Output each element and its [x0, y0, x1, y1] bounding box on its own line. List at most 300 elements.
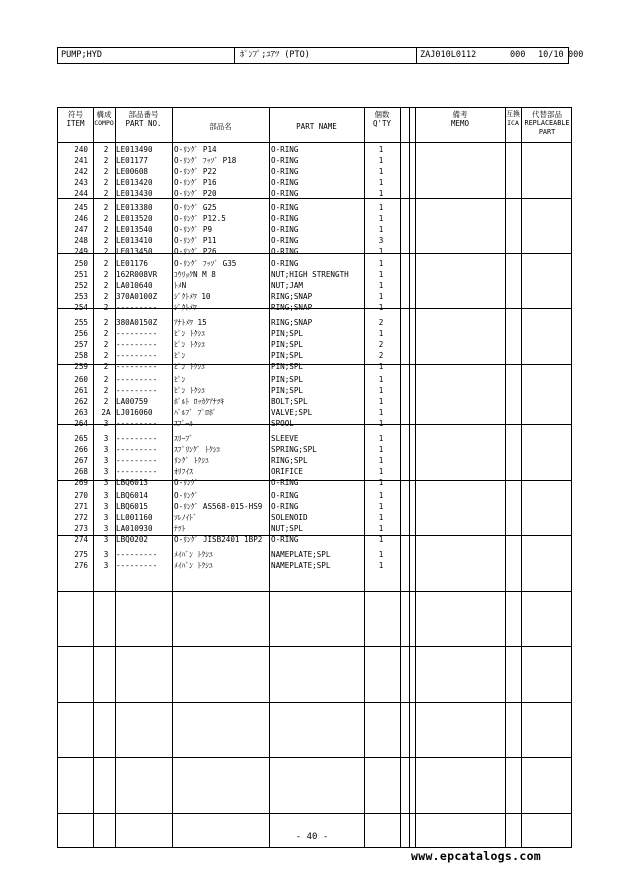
item-number: 269 — [74, 477, 88, 487]
part-number: --------- — [116, 419, 158, 429]
part-name-jp: ﾋﾟﾝ ﾄｸｼﾕ — [174, 339, 206, 349]
part-name-en: PIN;SPL — [271, 375, 304, 384]
group-divider — [58, 702, 571, 703]
part-number: --------- — [116, 455, 158, 465]
part-number: LA00759 — [116, 397, 149, 407]
component-level: 2 — [103, 292, 109, 302]
quantity: 1 — [378, 189, 384, 199]
part-number: LBQ6013 — [116, 477, 149, 487]
item-number: 271 — [74, 502, 88, 512]
part-name-jp: O-ﾘﾝｸﾞ P11 — [174, 235, 217, 245]
part-name-en: RING;SNAP — [271, 303, 313, 313]
table-row — [58, 455, 573, 466]
col-header-qty — [364, 110, 400, 128]
quantity: 1 — [378, 408, 384, 418]
component-level: 3 — [103, 491, 109, 500]
parts-table — [57, 107, 572, 848]
item-number: 268 — [74, 466, 88, 476]
part-name-en: O-RING — [271, 167, 299, 177]
col-header-repl-en2: PART — [538, 128, 556, 136]
header-tail: 000 — [568, 50, 584, 60]
part-name-en: SPOOL — [271, 419, 294, 429]
part-name-jp: O-ﾘﾝｸﾞ P9 — [174, 224, 213, 234]
quantity: 1 — [378, 419, 384, 429]
part-name-en: NAMEPLATE;SPL — [271, 560, 331, 570]
item-number: 274 — [74, 535, 88, 545]
part-name-jp: ｺｳﾘｮｸN M 8 — [174, 270, 216, 280]
table-row — [58, 523, 573, 534]
quantity: 1 — [378, 361, 384, 371]
col-header-name-en: PART NAME — [296, 122, 337, 131]
component-level: 2 — [103, 145, 109, 154]
quantity: 1 — [378, 281, 384, 291]
part-name-jp: ﾄﾒN — [174, 281, 187, 291]
col-header-comp-jp: 構成 — [96, 110, 112, 119]
part-number: LL001160 — [116, 513, 153, 523]
item-number: 261 — [74, 386, 88, 396]
table-row — [58, 490, 573, 501]
table-row — [58, 317, 573, 328]
part-name-en: PIN;SPL — [271, 386, 304, 396]
table-row — [58, 396, 573, 407]
component-level: 3 — [103, 444, 109, 454]
component-level: 3 — [103, 433, 109, 443]
quantity: 2 — [378, 339, 384, 349]
part-number: 162R008VR — [116, 270, 158, 280]
table-row — [58, 477, 573, 488]
part-name-en: RING;SNAP — [271, 292, 313, 302]
part-name-en: O-RING — [271, 145, 299, 154]
header-divider — [234, 48, 235, 63]
table-row — [58, 407, 573, 418]
part-name-jp: ﾋﾟﾝ ﾄｸｼﾕ — [174, 328, 206, 338]
quantity: 1 — [378, 246, 384, 256]
part-number: LJ016060 — [116, 408, 153, 418]
part-name-en: NUT;JAM — [271, 281, 304, 291]
item-number: 273 — [74, 524, 88, 534]
table-row — [58, 155, 573, 166]
component-level: 2 — [103, 350, 109, 360]
component-level: 3 — [103, 466, 109, 476]
part-number: --------- — [116, 328, 158, 338]
component-level: 2 — [103, 224, 109, 234]
table-row — [58, 549, 573, 560]
part-name-en: O-RING — [271, 502, 299, 512]
part-name-jp: ﾅﾂﾄ — [174, 524, 186, 534]
group-divider — [58, 646, 571, 647]
item-number: 253 — [74, 292, 88, 302]
part-name-en: O-RING — [271, 224, 299, 234]
item-number: 254 — [74, 303, 88, 313]
table-row — [58, 291, 573, 302]
part-number: LE013410 — [116, 235, 153, 245]
item-number: 256 — [74, 328, 88, 338]
part-number: LE013490 — [116, 145, 153, 154]
part-name-en: O-RING — [271, 178, 299, 188]
part-name-jp: ﾒｲﾊﾞﾝ ﾄｸｼﾕ — [174, 549, 213, 559]
quantity: 1 — [378, 560, 384, 570]
part-number: --------- — [116, 350, 158, 360]
part-name-jp: ﾋﾟﾝ — [174, 375, 186, 384]
part-number: --------- — [116, 339, 158, 349]
quantity: 1 — [378, 270, 384, 280]
table-row — [58, 339, 573, 350]
part-name-jp: O-ﾘﾝｸﾞ — [174, 477, 199, 487]
part-number: LE013450 — [116, 246, 153, 256]
part-name-jp: O-ﾘﾝｸﾞ JISB2401 1BP2 — [174, 535, 263, 545]
table-row — [58, 177, 573, 188]
table-row — [58, 258, 573, 269]
part-name-en: O-RING — [271, 491, 299, 500]
part-number: LBQ6015 — [116, 502, 149, 512]
col-header-name-jp: 部品名 — [209, 122, 232, 131]
header-part-name: PUMP;HYD — [61, 50, 102, 60]
part-name-en: O-RING — [271, 535, 299, 545]
part-name-jp: O-ﾘﾝｸﾞ P26 — [174, 246, 217, 256]
quantity: 1 — [378, 502, 384, 512]
component-level: 2 — [103, 303, 109, 313]
quantity: 3 — [378, 235, 384, 245]
table-row — [58, 350, 573, 361]
part-name-en: PIN;SPL — [271, 328, 304, 338]
header-code: ZAJ010L0112 — [420, 50, 477, 60]
header-divider — [416, 48, 417, 63]
group-divider — [58, 757, 571, 758]
part-name-en: O-RING — [271, 213, 299, 223]
component-level: 2 — [103, 375, 109, 384]
component-level: 2 — [103, 328, 109, 338]
col-header-part-no-en: PART NO. — [125, 119, 162, 128]
quantity: 1 — [378, 178, 384, 188]
table-row — [58, 385, 573, 396]
quantity: 1 — [378, 477, 384, 487]
group-divider — [58, 591, 571, 592]
part-number: LE01176 — [116, 259, 149, 268]
table-row — [58, 374, 573, 385]
col-header-item-jp: 符号 — [68, 110, 83, 119]
group-divider — [58, 813, 571, 814]
quantity: 1 — [378, 213, 384, 223]
part-name-jp: ﾋﾟﾝ ﾄｸｼﾕ — [174, 361, 206, 371]
part-name-jp: ｽﾘｰﾌﾞ — [174, 433, 193, 443]
table-row — [58, 202, 573, 213]
part-number: LE013380 — [116, 202, 153, 212]
part-name-jp: ｵﾘﾌｲｽ — [174, 466, 193, 476]
part-name-jp: ｼﾞｸﾄﾒﾜ — [174, 303, 197, 313]
item-number: 264 — [74, 419, 88, 429]
part-name-jp: ﾎﾞﾙﾄ ﾛｯｶｸｱﾅﾂｷ — [174, 397, 225, 407]
component-level: 2 — [103, 270, 109, 280]
item-number: 246 — [74, 213, 88, 223]
part-number: LA010640 — [116, 281, 153, 291]
quantity: 1 — [378, 259, 384, 268]
part-number: --------- — [116, 386, 158, 396]
quantity: 1 — [378, 513, 384, 523]
quantity: 1 — [378, 303, 384, 313]
header-underline — [58, 142, 571, 143]
component-level: 3 — [103, 549, 109, 559]
component-level: 2 — [103, 189, 109, 199]
part-name-jp: ｱﾅﾄﾒﾜ 15 — [174, 317, 207, 327]
part-name-jp: ﾋﾟﾝ ﾄｸｼﾕ — [174, 386, 206, 396]
item-number: 260 — [74, 375, 88, 384]
component-level: 2 — [103, 317, 109, 327]
component-level: 2 — [103, 202, 109, 212]
part-number: LBQ6014 — [116, 491, 149, 500]
part-name-en: O-RING — [271, 246, 299, 256]
header-sub: 000 — [510, 50, 526, 60]
header-part-name-jp: ﾎﾟﾝﾌﾟ;ﾕｱﾂ (PTO) — [240, 50, 310, 60]
table-row — [58, 235, 573, 246]
part-name-en: BOLT;SPL — [271, 397, 308, 407]
header-page-fraction: 10/10 — [538, 50, 564, 60]
item-number: 244 — [74, 189, 88, 199]
item-number: 255 — [74, 317, 88, 327]
part-number: --------- — [116, 361, 158, 371]
item-number: 257 — [74, 339, 88, 349]
component-level: 2 — [103, 361, 109, 371]
col-header-ica — [505, 110, 521, 128]
table-row — [58, 213, 573, 224]
col-header-memo-jp: 備考 — [452, 110, 468, 119]
quantity: 1 — [378, 145, 384, 154]
part-number: LE01177 — [116, 156, 149, 166]
table-row — [58, 433, 573, 444]
table-row — [58, 466, 573, 477]
quantity: 1 — [378, 386, 384, 396]
quantity: 1 — [378, 549, 384, 559]
item-number: 265 — [74, 433, 88, 443]
quantity: 1 — [378, 455, 384, 465]
component-level: 2A — [101, 408, 111, 418]
col-header-part-no-jp: 部品番号 — [128, 110, 159, 119]
part-name-en: NUT;SPL — [271, 524, 304, 534]
part-name-en: O-RING — [271, 202, 299, 212]
table-row — [58, 302, 573, 313]
part-name-en: RING;SNAP — [271, 317, 313, 327]
component-level: 2 — [103, 259, 109, 268]
part-name-jp: O-ﾘﾝｸﾞ P12.5 — [174, 213, 226, 223]
table-row — [58, 512, 573, 523]
item-number: 270 — [74, 491, 88, 500]
item-number: 276 — [74, 560, 88, 570]
part-name-jp: ﾊﾞﾙﾌﾞ ﾌﾟﾛﾎﾟ — [174, 408, 217, 418]
part-number: --------- — [116, 444, 158, 454]
component-level: 2 — [103, 235, 109, 245]
quantity: 1 — [378, 466, 384, 476]
part-name-jp: O-ﾘﾝｸﾞ ﾌｯｿﾞ G35 — [174, 259, 237, 268]
item-number: 249 — [74, 246, 88, 256]
part-name-jp: O-ﾘﾝｸﾞ ﾌｯｿﾞ P18 — [174, 156, 237, 166]
table-row — [58, 188, 573, 199]
component-level: 3 — [103, 513, 109, 523]
part-name-en: O-RING — [271, 259, 299, 268]
col-header-comp-en: COMPO — [94, 119, 114, 127]
part-name-jp: ｽﾌﾟｰﾙ — [174, 419, 193, 429]
table-row — [58, 560, 573, 571]
component-level: 2 — [103, 213, 109, 223]
part-name-jp: O-ﾘﾝｸﾞ P22 — [174, 167, 217, 177]
table-row — [58, 224, 573, 235]
table-row — [58, 361, 573, 372]
part-name-jp: ｽﾌﾟﾘﾝｸﾞ ﾄｸｼﾕ — [174, 444, 221, 454]
component-level: 3 — [103, 419, 109, 429]
col-header-replaceable — [521, 110, 573, 137]
part-number: LE013430 — [116, 189, 153, 199]
part-name-en: O-RING — [271, 477, 299, 487]
part-name-en: NUT;HIGH STRENGTH — [271, 270, 349, 280]
component-level: 3 — [103, 535, 109, 545]
component-level: 2 — [103, 167, 109, 177]
item-number: 242 — [74, 167, 88, 177]
item-number: 251 — [74, 270, 88, 280]
table-row — [58, 246, 573, 257]
part-number: LA010930 — [116, 524, 153, 534]
component-level: 2 — [103, 156, 109, 166]
part-number: 380A0150Z — [116, 317, 158, 327]
part-name-en: O-RING — [271, 189, 299, 199]
component-level: 2 — [103, 397, 109, 407]
col-header-item — [58, 110, 93, 128]
component-level: 3 — [103, 502, 109, 512]
part-name-jp: O-ﾘﾝｸﾞ P20 — [174, 189, 217, 199]
quantity: 1 — [378, 491, 384, 500]
col-header-qty-en: Q'TY — [372, 119, 392, 128]
table-row — [58, 166, 573, 177]
col-header-part-no — [115, 110, 172, 128]
table-row — [58, 328, 573, 339]
part-name-en: PIN;SPL — [271, 339, 304, 349]
watermark-url: www.epcatalogs.com — [411, 849, 542, 863]
part-name-en: RING;SPL — [271, 455, 308, 465]
col-header-ica-en: ICA — [507, 119, 519, 127]
quantity: 1 — [378, 444, 384, 454]
part-number: LE013520 — [116, 213, 153, 223]
quantity: 1 — [378, 292, 384, 302]
part-number: --------- — [116, 303, 158, 313]
table-row — [58, 501, 573, 512]
item-number: 252 — [74, 281, 88, 291]
part-number: --------- — [116, 466, 158, 476]
quantity: 1 — [378, 535, 384, 545]
quantity: 2 — [378, 350, 384, 360]
item-number: 275 — [74, 549, 88, 559]
item-number: 245 — [74, 202, 88, 212]
part-name-en: ORIFICE — [271, 466, 304, 476]
part-name-en: NAMEPLATE;SPL — [271, 549, 331, 559]
quantity: 1 — [378, 397, 384, 407]
component-level: 2 — [103, 386, 109, 396]
part-name-en: VALVE;SPL — [271, 408, 313, 418]
quantity: 1 — [378, 202, 384, 212]
part-name-en: PIN;SPL — [271, 361, 304, 371]
table-row — [58, 418, 573, 429]
item-number: 243 — [74, 178, 88, 188]
part-name-jp: O-ﾘﾝｸﾞ P14 — [174, 145, 217, 154]
component-level: 2 — [103, 178, 109, 188]
col-header-memo-en: MEMO — [450, 119, 470, 128]
item-number: 267 — [74, 455, 88, 465]
table-row — [58, 444, 573, 455]
item-number: 262 — [74, 397, 88, 407]
quantity: 2 — [378, 317, 384, 327]
component-level: 2 — [103, 281, 109, 291]
item-number: 247 — [74, 224, 88, 234]
component-level: 3 — [103, 560, 109, 570]
quantity: 1 — [378, 375, 384, 384]
part-number: 370A0100Z — [116, 292, 158, 302]
col-header-comp — [93, 110, 115, 128]
item-number: 263 — [74, 408, 88, 418]
col-header-item-en: ITEM — [66, 119, 85, 128]
part-number: LE013420 — [116, 178, 153, 188]
part-name-en: PIN;SPL — [271, 350, 304, 360]
part-name-jp: O-ﾘﾝｸﾞ P16 — [174, 178, 217, 188]
table-row — [58, 280, 573, 291]
quantity: 1 — [378, 328, 384, 338]
part-number: --------- — [116, 549, 158, 559]
item-number: 241 — [74, 156, 88, 166]
quantity: 1 — [378, 524, 384, 534]
item-number: 266 — [74, 444, 88, 454]
part-name-jp: O-ﾘﾝｸﾞ — [174, 491, 199, 500]
component-level: 3 — [103, 455, 109, 465]
component-level: 3 — [103, 524, 109, 534]
page-number: - 40 - — [295, 832, 329, 842]
quantity: 1 — [378, 156, 384, 166]
component-level: 3 — [103, 477, 109, 487]
quantity: 1 — [378, 433, 384, 443]
header-bar — [57, 47, 569, 64]
col-header-repl-en1: REPLACEABLE — [524, 119, 570, 127]
part-number: LBQ0202 — [116, 535, 149, 545]
part-name-jp: ﾒｲﾊﾞﾝ ﾄｸｼﾕ — [174, 560, 213, 570]
part-name-en: SLEEVE — [271, 433, 299, 443]
part-number: LE013540 — [116, 224, 153, 234]
item-number: 248 — [74, 235, 88, 245]
table-row — [58, 534, 573, 545]
table-row — [58, 269, 573, 280]
part-number: --------- — [116, 375, 158, 384]
item-number: 250 — [74, 259, 88, 268]
part-number: --------- — [116, 433, 158, 443]
part-name-jp: O-ﾘﾝｸﾞ G25 — [174, 202, 217, 212]
part-name-jp: ｼﾞｸﾄﾒﾜ 10 — [174, 292, 211, 302]
item-number: 258 — [74, 350, 88, 360]
col-header-qty-jp: 個数 — [374, 110, 390, 119]
part-name-jp: O-ﾘﾝｸﾞ AS568-015-HS9 — [174, 502, 263, 512]
part-name-en: O-RING — [271, 235, 299, 245]
quantity: 1 — [378, 167, 384, 177]
part-name-jp: ﾋﾟﾝ — [174, 350, 186, 360]
component-level: 2 — [103, 246, 109, 256]
col-header-ica-jp: 互換 — [506, 110, 520, 118]
part-number: --------- — [116, 560, 158, 570]
table-row — [58, 144, 573, 155]
part-name-en: O-RING — [271, 156, 299, 166]
item-number: 259 — [74, 361, 88, 371]
col-header-repl-jp: 代替部品 — [532, 110, 562, 119]
col-header-memo — [415, 110, 505, 128]
part-name-jp: ｿﾚﾉｲﾄﾞ — [174, 513, 197, 523]
item-number: 272 — [74, 513, 88, 523]
part-name-en: SPRING;SPL — [271, 444, 317, 454]
part-name-jp: ﾘﾝｸﾞ ﾄｸｼﾕ — [174, 455, 209, 465]
item-number: 240 — [74, 145, 88, 154]
part-name-en: SOLENOID — [271, 513, 308, 523]
part-number: LE00608 — [116, 167, 149, 177]
quantity: 1 — [378, 224, 384, 234]
